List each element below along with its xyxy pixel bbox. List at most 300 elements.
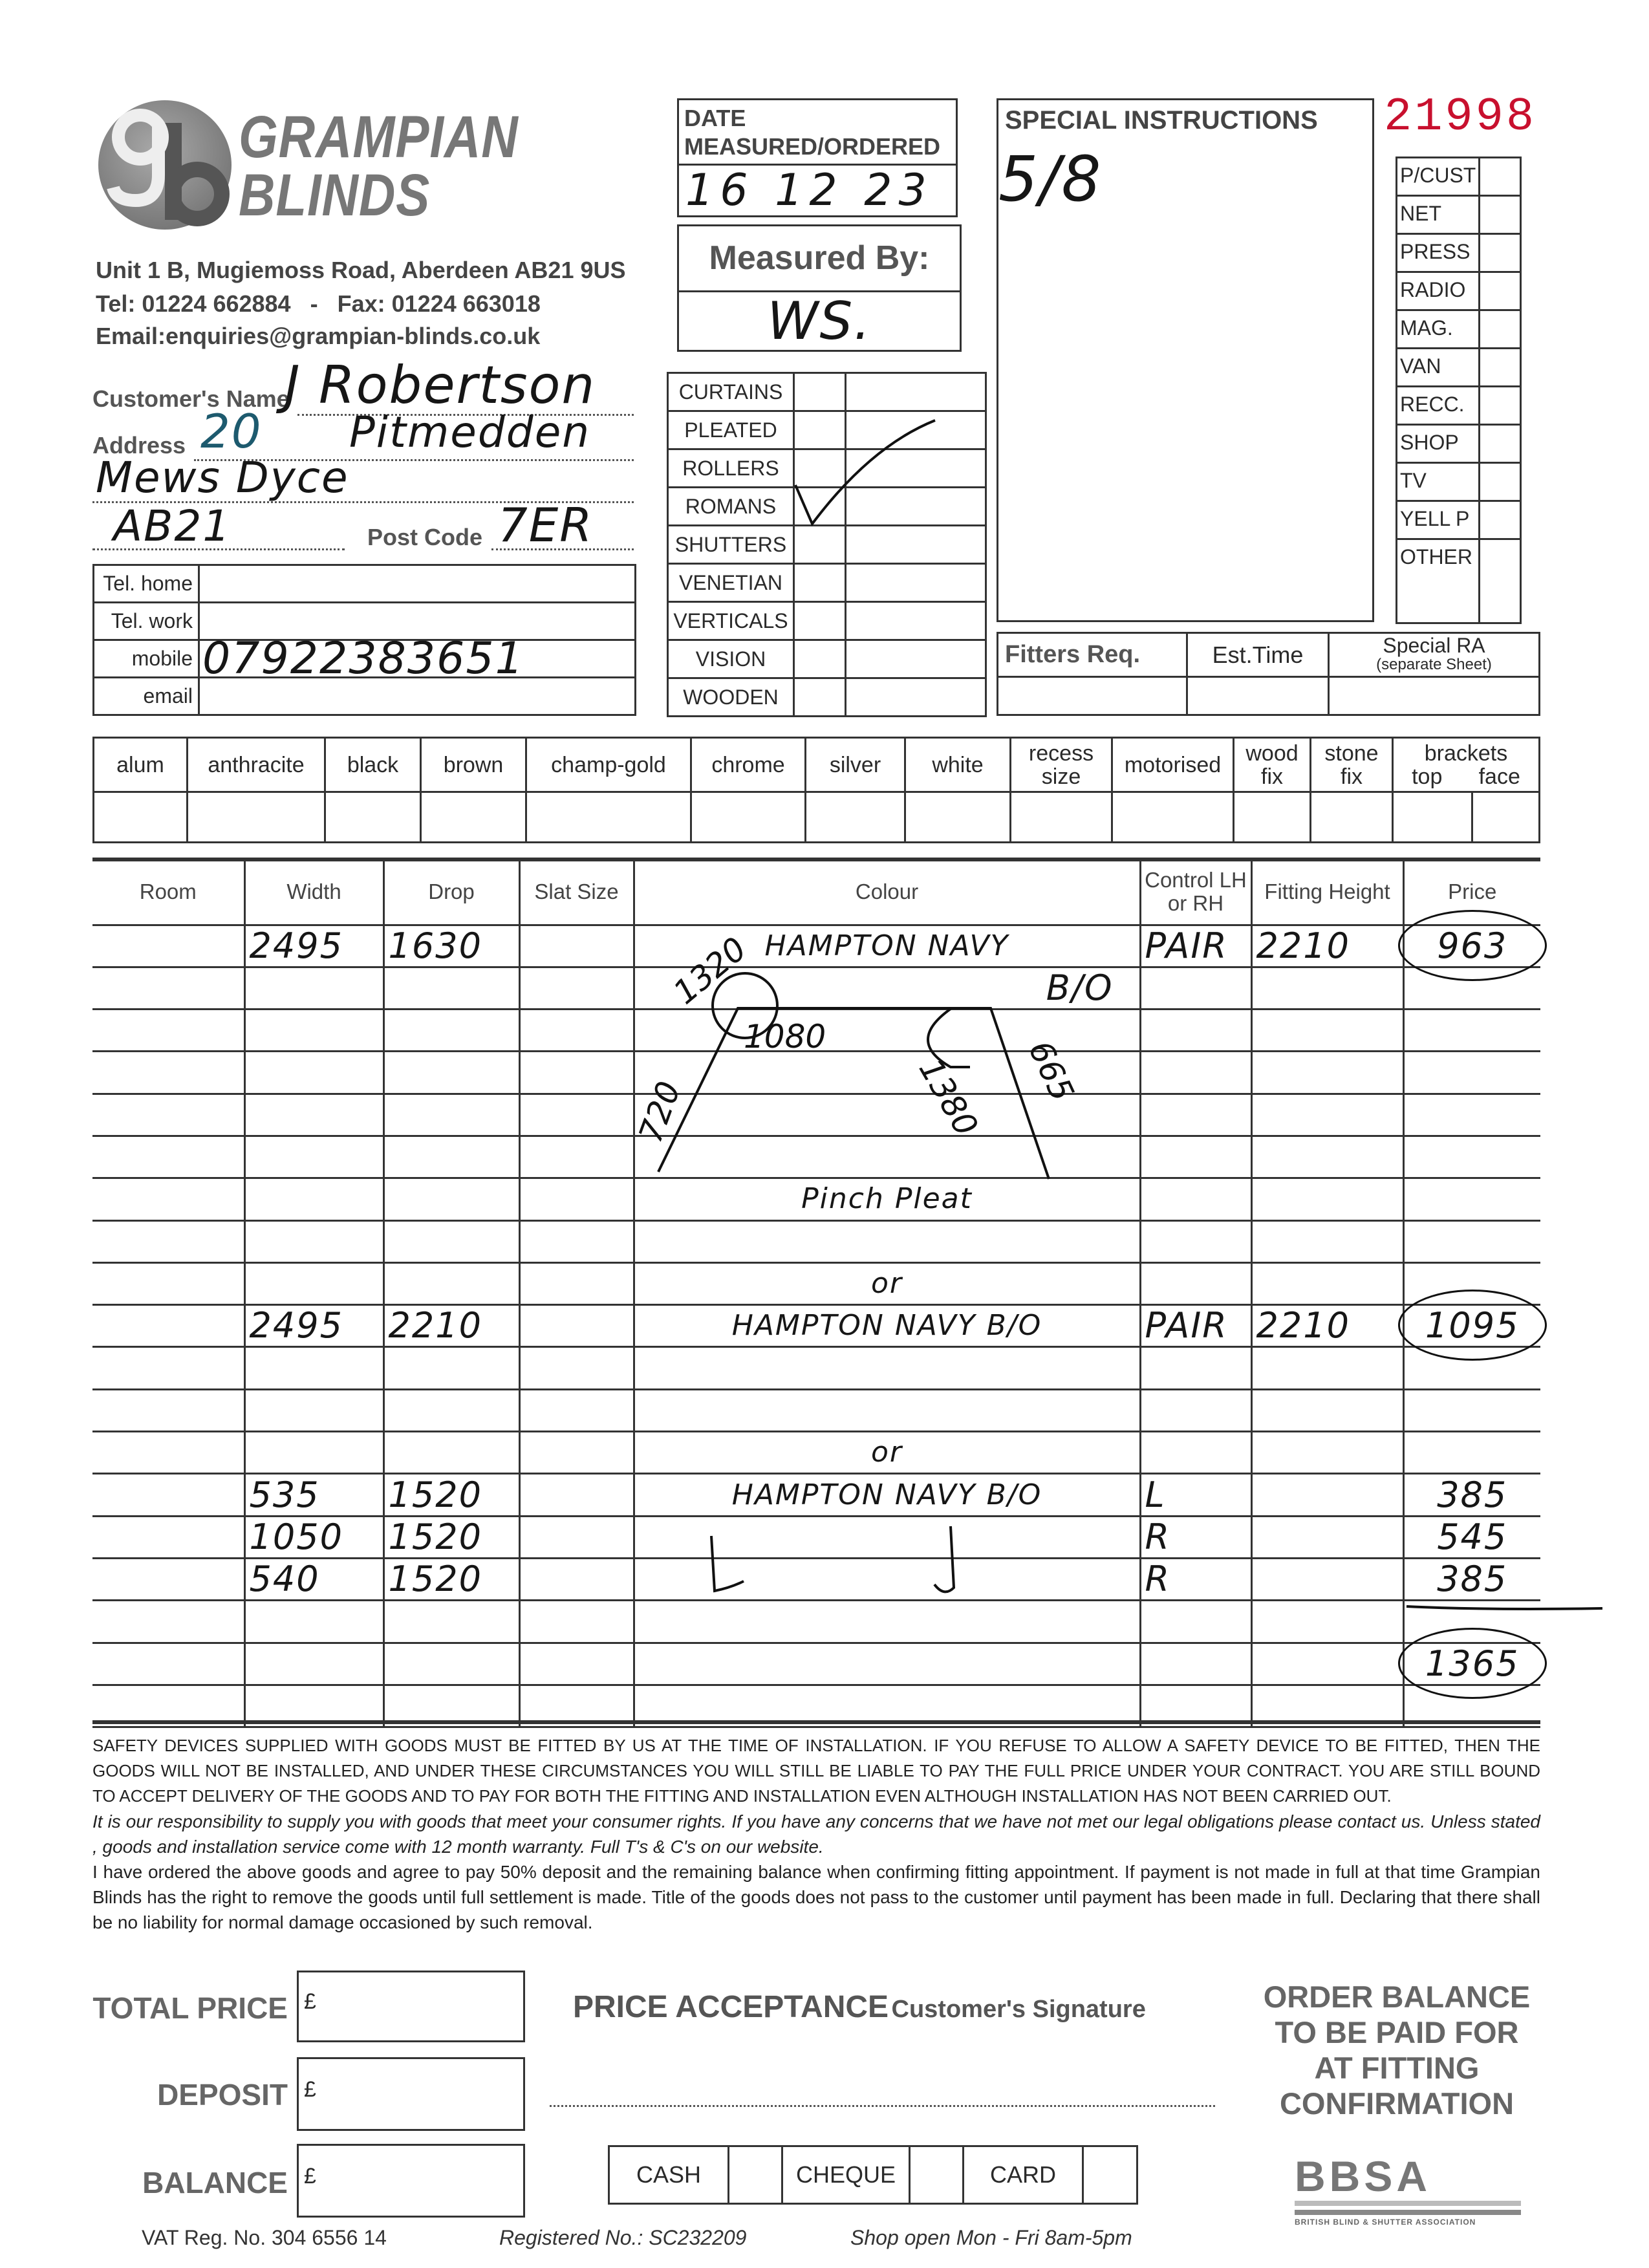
order-cell-width[interactable]	[244, 1601, 383, 1643]
order-cell-room[interactable]	[92, 1474, 244, 1516]
order-cell-slat[interactable]	[519, 1516, 634, 1558]
order-cell-fitting[interactable]	[1251, 1010, 1403, 1052]
order-cell-control[interactable]	[1140, 1347, 1251, 1389]
order-cell-width[interactable]	[244, 1052, 383, 1094]
vat-number: VAT Reg. No. 304 6556 14	[142, 2226, 387, 2249]
order-cell-width[interactable]	[244, 1010, 383, 1052]
order-cell-price[interactable]	[1403, 1643, 1540, 1685]
order-cell-width[interactable]	[244, 1136, 383, 1178]
order-cell-slat[interactable]	[519, 1178, 634, 1220]
order-cell-colour[interactable]	[634, 967, 1140, 1009]
source-row	[1397, 463, 1521, 501]
source-row	[1397, 234, 1521, 272]
option-header: motorised	[1112, 738, 1234, 792]
order-cell-drop[interactable]	[383, 1389, 519, 1431]
source-checkbox[interactable]	[1480, 310, 1521, 349]
order-cell-drop[interactable]	[383, 1094, 519, 1136]
order-cell-slat[interactable]	[519, 1643, 634, 1685]
order-value-width: 535	[249, 1474, 320, 1515]
order-cell-price[interactable]	[1403, 1178, 1540, 1220]
order-cell-price[interactable]	[1403, 1220, 1540, 1262]
order-value-colour: Pinch Pleat	[801, 1182, 973, 1216]
order-cell-colour[interactable]	[634, 1010, 1140, 1052]
source-label: OTHER	[1397, 539, 1480, 623]
order-cell-control[interactable]	[1140, 1094, 1251, 1136]
product-type-checkbox[interactable]	[794, 526, 846, 564]
currency-symbol: £	[304, 2077, 316, 2102]
payment-cash-checkbox[interactable]	[729, 2146, 782, 2204]
source-checkbox[interactable]	[1480, 272, 1521, 310]
order-cell-price[interactable]	[1403, 1052, 1540, 1094]
contact-field[interactable]: 07922383651	[199, 640, 636, 678]
order-cell-drop[interactable]	[383, 1136, 519, 1178]
special-ra-label: Special RA	[1383, 633, 1485, 657]
order-row	[92, 1010, 1540, 1052]
order-cell-drop[interactable]	[383, 1601, 519, 1643]
order-cell-drop[interactable]	[383, 1262, 519, 1304]
order-cell-fitting[interactable]	[1251, 1136, 1403, 1178]
order-cell-drop[interactable]	[383, 1305, 519, 1347]
order-cell-slat[interactable]	[519, 1347, 634, 1389]
option-checkbox[interactable]	[691, 792, 806, 843]
order-cell-room[interactable]	[92, 1389, 244, 1431]
order-cell-slat[interactable]	[519, 1432, 634, 1474]
bbsa-logo-text: BBSA	[1295, 2152, 1432, 2200]
order-cell-width[interactable]	[244, 1094, 383, 1136]
col-width: Width	[244, 859, 383, 925]
source-checkbox[interactable]	[1480, 501, 1521, 539]
order-cell-colour[interactable]	[634, 1136, 1140, 1178]
order-row	[92, 1601, 1540, 1643]
company-tel: Tel: 01224 662884	[96, 290, 291, 317]
order-value-drop: 1630	[388, 925, 482, 966]
order-cell-width[interactable]	[244, 967, 383, 1009]
order-cell-price[interactable]	[1403, 1010, 1540, 1052]
order-cell-room[interactable]	[92, 1178, 244, 1220]
order-value-width: 540	[249, 1559, 320, 1600]
order-row	[92, 1052, 1540, 1094]
order-cell-fitting[interactable]	[1251, 1220, 1403, 1262]
order-cell-room[interactable]	[92, 1347, 244, 1389]
order-cell-drop[interactable]	[383, 925, 519, 967]
order-cell-fitting[interactable]	[1251, 1474, 1403, 1516]
order-cell-control[interactable]	[1140, 1136, 1251, 1178]
order-cell-fitting[interactable]	[1251, 1389, 1403, 1431]
product-type-label: PLEATED	[668, 411, 794, 449]
order-cell-width[interactable]	[244, 1474, 383, 1516]
product-type-label: ROMANS	[668, 488, 794, 526]
source-label: NET	[1397, 196, 1480, 234]
order-cell-fitting[interactable]	[1251, 1305, 1403, 1347]
balance-label: BALANCE	[142, 2166, 288, 2199]
order-cell-colour[interactable]	[634, 1262, 1140, 1304]
order-cell-width[interactable]	[244, 1220, 383, 1262]
order-cell-slat[interactable]	[519, 1262, 634, 1304]
source-checkbox[interactable]	[1480, 425, 1521, 463]
order-cell-room[interactable]	[92, 1643, 244, 1685]
option-checkbox[interactable]	[1311, 792, 1393, 843]
product-type-qty[interactable]	[846, 602, 986, 640]
customer-name-field[interactable]: J Robertson	[285, 355, 596, 415]
order-value-control: R	[1145, 1516, 1171, 1557]
order-value-control: PAIR	[1145, 925, 1228, 966]
order-cell-control[interactable]	[1140, 925, 1251, 967]
order-cell-price[interactable]	[1403, 1474, 1540, 1516]
brackets-sub	[1394, 765, 1538, 788]
order-cell-drop[interactable]	[383, 1178, 519, 1220]
order-value-control: R	[1145, 1559, 1171, 1600]
source-checkbox[interactable]	[1480, 196, 1521, 234]
order-cell-room[interactable]	[92, 1305, 244, 1347]
order-cell-width[interactable]	[244, 925, 383, 967]
order-cell-room[interactable]	[92, 1432, 244, 1474]
order-cell-drop[interactable]	[383, 1220, 519, 1262]
col-colour: Colour	[634, 859, 1140, 925]
order-value-price: 1365	[1425, 1643, 1520, 1684]
source-row	[1397, 158, 1521, 196]
order-cell-room[interactable]	[92, 1558, 244, 1600]
order-value-colour: HAMPTON NAVY B/O	[731, 1478, 1042, 1511]
order-table	[92, 859, 1540, 1728]
order-cell-colour[interactable]	[634, 1474, 1140, 1516]
contact-field[interactable]	[199, 565, 636, 603]
option-checkbox[interactable]	[421, 792, 526, 843]
order-cell-control[interactable]	[1140, 1052, 1251, 1094]
order-cell-fitting[interactable]	[1251, 1432, 1403, 1474]
product-type-checkbox[interactable]	[794, 564, 846, 602]
order-cell-width[interactable]	[244, 1262, 383, 1304]
contact-row	[94, 565, 636, 603]
order-row	[92, 1643, 1540, 1685]
order-cell-width[interactable]	[244, 1432, 383, 1474]
order-cell-fitting[interactable]	[1251, 1516, 1403, 1558]
order-cell-control[interactable]	[1140, 1178, 1251, 1220]
order-cell-slat[interactable]	[519, 1601, 634, 1643]
est-time-field[interactable]	[1187, 677, 1329, 715]
order-cell-width[interactable]	[244, 1305, 383, 1347]
measured-by-field[interactable]: WS.	[767, 291, 872, 351]
order-cell-colour[interactable]	[634, 1432, 1140, 1474]
bbsa-logo	[1295, 2152, 1521, 2227]
order-cell-control[interactable]	[1140, 1643, 1251, 1685]
order-row	[92, 1136, 1540, 1178]
order-cell-price[interactable]	[1403, 1305, 1540, 1347]
deposit-label: DEPOSIT	[157, 2078, 288, 2111]
order-cell-drop[interactable]	[383, 1010, 519, 1052]
special-instructions-field[interactable]: 5/8	[998, 143, 1103, 215]
order-row	[92, 1220, 1540, 1262]
option-header: champ-gold	[526, 738, 691, 792]
order-cell-drop[interactable]	[383, 1432, 519, 1474]
order-cell-fitting[interactable]	[1251, 1601, 1403, 1643]
product-type-checkbox[interactable]	[794, 602, 846, 640]
order-cell-slat[interactable]	[519, 1389, 634, 1431]
product-type-checkbox[interactable]	[794, 678, 846, 717]
payment-card-checkbox[interactable]	[1083, 2146, 1137, 2204]
product-type-label: VERTICALS	[668, 602, 794, 640]
product-type-qty[interactable]	[846, 678, 986, 717]
payment-method-table	[608, 2145, 1138, 2205]
source-label: SHOP	[1397, 425, 1480, 463]
special-instructions-label: SPECIAL INSTRUCTIONS	[1005, 106, 1318, 135]
source-label: PRESS	[1397, 234, 1480, 272]
order-cell-colour[interactable]	[634, 1643, 1140, 1685]
order-value-price: 963	[1437, 925, 1508, 966]
address-label: Address	[92, 432, 186, 459]
option-header: black	[325, 738, 421, 792]
order-cell-control[interactable]	[1140, 1516, 1251, 1558]
order-cell-width[interactable]	[244, 1643, 383, 1685]
order-cell-control[interactable]	[1140, 1262, 1251, 1304]
order-cell-price[interactable]	[1403, 1389, 1540, 1431]
product-type-row	[668, 678, 986, 717]
order-cell-slat[interactable]	[519, 1094, 634, 1136]
order-cell-price[interactable]	[1403, 925, 1540, 967]
order-value-width: 1050	[249, 1516, 343, 1557]
order-value-colour: or	[870, 1436, 903, 1469]
order-cell-colour[interactable]	[634, 1347, 1140, 1389]
measured-by-box	[677, 224, 962, 352]
source-row	[1397, 387, 1521, 425]
sketch-label-1320: 1320	[666, 929, 754, 1012]
product-type-qty[interactable]	[846, 526, 986, 564]
order-cell-room[interactable]	[92, 967, 244, 1009]
address-line2-field[interactable]: Mews Dyce	[96, 453, 349, 502]
date-label-line1: DATE	[684, 105, 746, 131]
order-cell-colour[interactable]	[634, 1389, 1140, 1431]
order-cell-control[interactable]	[1140, 1432, 1251, 1474]
order-cell-slat[interactable]	[519, 1220, 634, 1262]
order-cell-fitting[interactable]	[1251, 1178, 1403, 1220]
source-label: P/CUST	[1397, 158, 1480, 196]
order-value-drop: 2210	[388, 1305, 482, 1346]
brackets-face-checkbox[interactable]	[1472, 792, 1540, 843]
order-cell-width[interactable]	[244, 1558, 383, 1600]
order-cell-slat[interactable]	[519, 1558, 634, 1600]
source-label: MAG.	[1397, 310, 1480, 349]
order-cell-control[interactable]	[1140, 1558, 1251, 1600]
order-cell-control[interactable]	[1140, 1305, 1251, 1347]
date-field[interactable]: 16 12 23	[685, 165, 933, 216]
signature-label: Customer's Signature	[891, 1996, 1146, 2023]
order-value-price: 545	[1437, 1516, 1508, 1557]
est-time-label: Est.Time	[1187, 633, 1329, 677]
product-type-row	[668, 640, 986, 678]
brackets-top-checkbox[interactable]	[1393, 792, 1472, 843]
order-cell-slat[interactable]	[519, 1052, 634, 1094]
order-cell-room[interactable]	[92, 925, 244, 967]
product-type-qty[interactable]	[846, 564, 986, 602]
order-cell-room[interactable]	[92, 1601, 244, 1643]
order-cell-colour[interactable]	[634, 1516, 1140, 1558]
order-cell-control[interactable]	[1140, 1389, 1251, 1431]
address-line3-field[interactable]: AB21	[113, 501, 232, 551]
option-checkbox[interactable]	[905, 792, 1011, 843]
product-type-label: VENETIAN	[668, 564, 794, 602]
order-cell-fitting[interactable]	[1251, 967, 1403, 1009]
order-value-control: PAIR	[1145, 1305, 1228, 1346]
source-checkbox[interactable]	[1480, 387, 1521, 425]
order-cell-fitting[interactable]	[1251, 1347, 1403, 1389]
address-number-field[interactable]: 20	[200, 404, 263, 459]
product-type-label: VISION	[668, 640, 794, 678]
order-row	[92, 1094, 1540, 1136]
brackets-label: brackets	[1424, 740, 1508, 766]
product-type-qty[interactable]	[846, 373, 986, 411]
order-cell-fitting[interactable]	[1251, 1558, 1403, 1600]
option-checkbox[interactable]	[526, 792, 691, 843]
order-value-fitting: 2210	[1256, 1305, 1350, 1346]
order-value-colour: HAMPTON NAVY	[764, 929, 1009, 962]
order-cell-colour[interactable]	[634, 1094, 1140, 1136]
order-cell-fitting[interactable]	[1251, 1052, 1403, 1094]
order-cell-control[interactable]	[1140, 1010, 1251, 1052]
order-cell-width[interactable]	[244, 1178, 383, 1220]
source-checkbox[interactable]	[1480, 349, 1521, 387]
order-cell-drop[interactable]	[383, 1347, 519, 1389]
order-cell-control[interactable]	[1140, 1601, 1251, 1643]
postcode-field[interactable]: 7ER	[498, 498, 594, 552]
col-room: Room	[92, 859, 244, 925]
order-cell-fitting[interactable]	[1251, 1094, 1403, 1136]
order-cell-control[interactable]	[1140, 1474, 1251, 1516]
order-cell-room[interactable]	[92, 1094, 244, 1136]
address-line1-field[interactable]: Pitmedden	[349, 407, 591, 457]
order-value-fitting: 2210	[1256, 925, 1350, 966]
option-checkbox[interactable]	[1234, 792, 1311, 843]
order-cell-drop[interactable]	[383, 967, 519, 1009]
fitters-req-field[interactable]	[998, 677, 1187, 715]
order-cell-control[interactable]	[1140, 1220, 1251, 1262]
order-cell-drop[interactable]	[383, 1474, 519, 1516]
order-cell-colour[interactable]	[634, 1305, 1140, 1347]
options-table	[92, 737, 1540, 843]
payment-cheque-checkbox[interactable]	[910, 2146, 964, 2204]
product-type-checkbox[interactable]	[794, 373, 846, 411]
order-cell-colour[interactable]	[634, 1558, 1140, 1600]
total-price-label: TOTAL PRICE	[92, 1991, 288, 2025]
sketch-label-1380: 1380	[911, 1052, 986, 1143]
order-cell-slat[interactable]	[519, 1010, 634, 1052]
order-value-width: 2495	[249, 1305, 343, 1346]
order-cell-price[interactable]	[1403, 1516, 1540, 1558]
option-header: anthracite	[188, 738, 325, 792]
order-cell-colour[interactable]	[634, 1052, 1140, 1094]
order-cell-slat[interactable]	[519, 1474, 634, 1516]
order-cell-price[interactable]	[1403, 1558, 1540, 1600]
order-cell-slat[interactable]	[519, 925, 634, 967]
order-cell-colour[interactable]	[634, 1601, 1140, 1643]
order-balance-line: ORDER BALANCE	[1263, 1980, 1531, 2014]
order-cell-slat[interactable]	[519, 1305, 634, 1347]
order-cell-drop[interactable]	[383, 1558, 519, 1600]
order-cell-drop[interactable]	[383, 1643, 519, 1685]
order-cell-price[interactable]	[1403, 967, 1540, 1009]
registered-number: Registered No.: SC232209	[499, 2226, 747, 2249]
special-ra-field[interactable]	[1329, 677, 1540, 715]
source-row	[1397, 539, 1521, 623]
order-row	[92, 1558, 1540, 1600]
order-cell-price[interactable]	[1403, 1432, 1540, 1474]
order-cell-fitting[interactable]	[1251, 1262, 1403, 1304]
balance-field[interactable]	[297, 2144, 525, 2218]
option-checkbox[interactable]	[1112, 792, 1234, 843]
option-checkbox[interactable]	[806, 792, 905, 843]
order-cell-slat[interactable]	[519, 1136, 634, 1178]
order-cell-room[interactable]	[92, 1010, 244, 1052]
order-value-colour: HAMPTON NAVY B/O	[731, 1309, 1042, 1343]
source-label: VAN	[1397, 349, 1480, 387]
order-cell-room[interactable]	[92, 1516, 244, 1558]
option-checkbox[interactable]	[325, 792, 421, 843]
order-cell-control[interactable]	[1140, 967, 1251, 1009]
order-row	[92, 1389, 1540, 1431]
order-cell-colour[interactable]	[634, 1178, 1140, 1220]
payment-card-label: CARD	[964, 2146, 1083, 2204]
terms-consumer: It is our responsibility to supply you with goods that meet your consumer rights. If you have any concerns that we have not met our legal obligations please contact us. Unless stated , goods and installation service come with 12 month warranty. Full T's & C's on our website.	[92, 1811, 1540, 1857]
order-cell-room[interactable]	[92, 1052, 244, 1094]
source-checkbox[interactable]	[1480, 234, 1521, 272]
order-cell-price[interactable]	[1403, 1136, 1540, 1178]
order-value-price: 385	[1437, 1559, 1508, 1600]
order-cell-drop[interactable]	[383, 1052, 519, 1094]
option-checkbox[interactable]	[94, 792, 188, 843]
product-type-label: ROLLERS	[668, 449, 794, 488]
deposit-field[interactable]	[297, 2057, 525, 2131]
product-type-checkbox[interactable]	[794, 640, 846, 678]
contact-row	[94, 640, 636, 678]
order-cell-slat[interactable]	[519, 967, 634, 1009]
order-cell-room[interactable]	[92, 1220, 244, 1262]
total-price-field[interactable]	[297, 1971, 525, 2042]
order-cell-width[interactable]	[244, 1347, 383, 1389]
postcode-label: Post Code	[367, 524, 483, 550]
source-row	[1397, 196, 1521, 234]
product-type-qty[interactable]	[846, 640, 986, 678]
source-checkbox[interactable]	[1480, 463, 1521, 501]
order-cell-colour[interactable]	[634, 1220, 1140, 1262]
order-cell-price[interactable]	[1403, 1347, 1540, 1389]
order-cell-colour[interactable]	[634, 925, 1140, 967]
order-row	[92, 967, 1540, 1009]
terms-safety: SAFETY DEVICES SUPPLIED WITH GOODS MUST BE FITTED BY US AT THE TIME OF INSTALLATION. IF YOU REFUSE TO ALLOW A SAFETY DEVICE TO BE FITTED, THEN THE GOODS WILL NOT BE INSTALLED, AND UNDER THESE CIRCUMSTANCES YOU WILL STILL BE LIABLE TO PAY THE FULL PRICE UNDER YOUR CONTRACT. YOU ARE STILL BOUND TO ACCEPT DELIVERY OF THE GOODS AND TO PAY FOR BOTH THE FITTING AND INSTALLATION EVEN ALTHOUGH INSTALLATION HAS NOT BEEN CARRIED OUT.	[92, 1736, 1540, 1806]
sketch-label-665: 665	[1021, 1035, 1082, 1107]
order-row	[92, 1305, 1540, 1347]
source-checkbox[interactable]	[1480, 158, 1521, 196]
order-cell-fitting[interactable]	[1251, 925, 1403, 967]
order-row	[92, 1474, 1540, 1516]
order-cell-width[interactable]	[244, 1389, 383, 1431]
payment-cash-label: CASH	[609, 2146, 729, 2204]
option-checkbox[interactable]	[1011, 792, 1112, 843]
source-checkbox[interactable]	[1480, 539, 1521, 623]
option-header: recess size	[1011, 738, 1112, 792]
option-checkbox[interactable]	[188, 792, 325, 843]
signature-line[interactable]	[550, 2105, 1215, 2107]
order-value-width: 2495	[249, 925, 343, 966]
order-cell-price[interactable]	[1403, 1094, 1540, 1136]
order-cell-width[interactable]	[244, 1516, 383, 1558]
bbsa-tagline: BRITISH BLIND & SHUTTER ASSOCIATION	[1295, 2218, 1476, 2227]
order-cell-room[interactable]	[92, 1136, 244, 1178]
order-cell-fitting[interactable]	[1251, 1643, 1403, 1685]
payment-cheque-label: CHEQUE	[782, 2146, 910, 2204]
currency-symbol: £	[304, 2164, 316, 2188]
source-label: RADIO	[1397, 272, 1480, 310]
order-cell-drop[interactable]	[383, 1516, 519, 1558]
order-value-control: L	[1145, 1474, 1166, 1515]
order-cell-room[interactable]	[92, 1262, 244, 1304]
